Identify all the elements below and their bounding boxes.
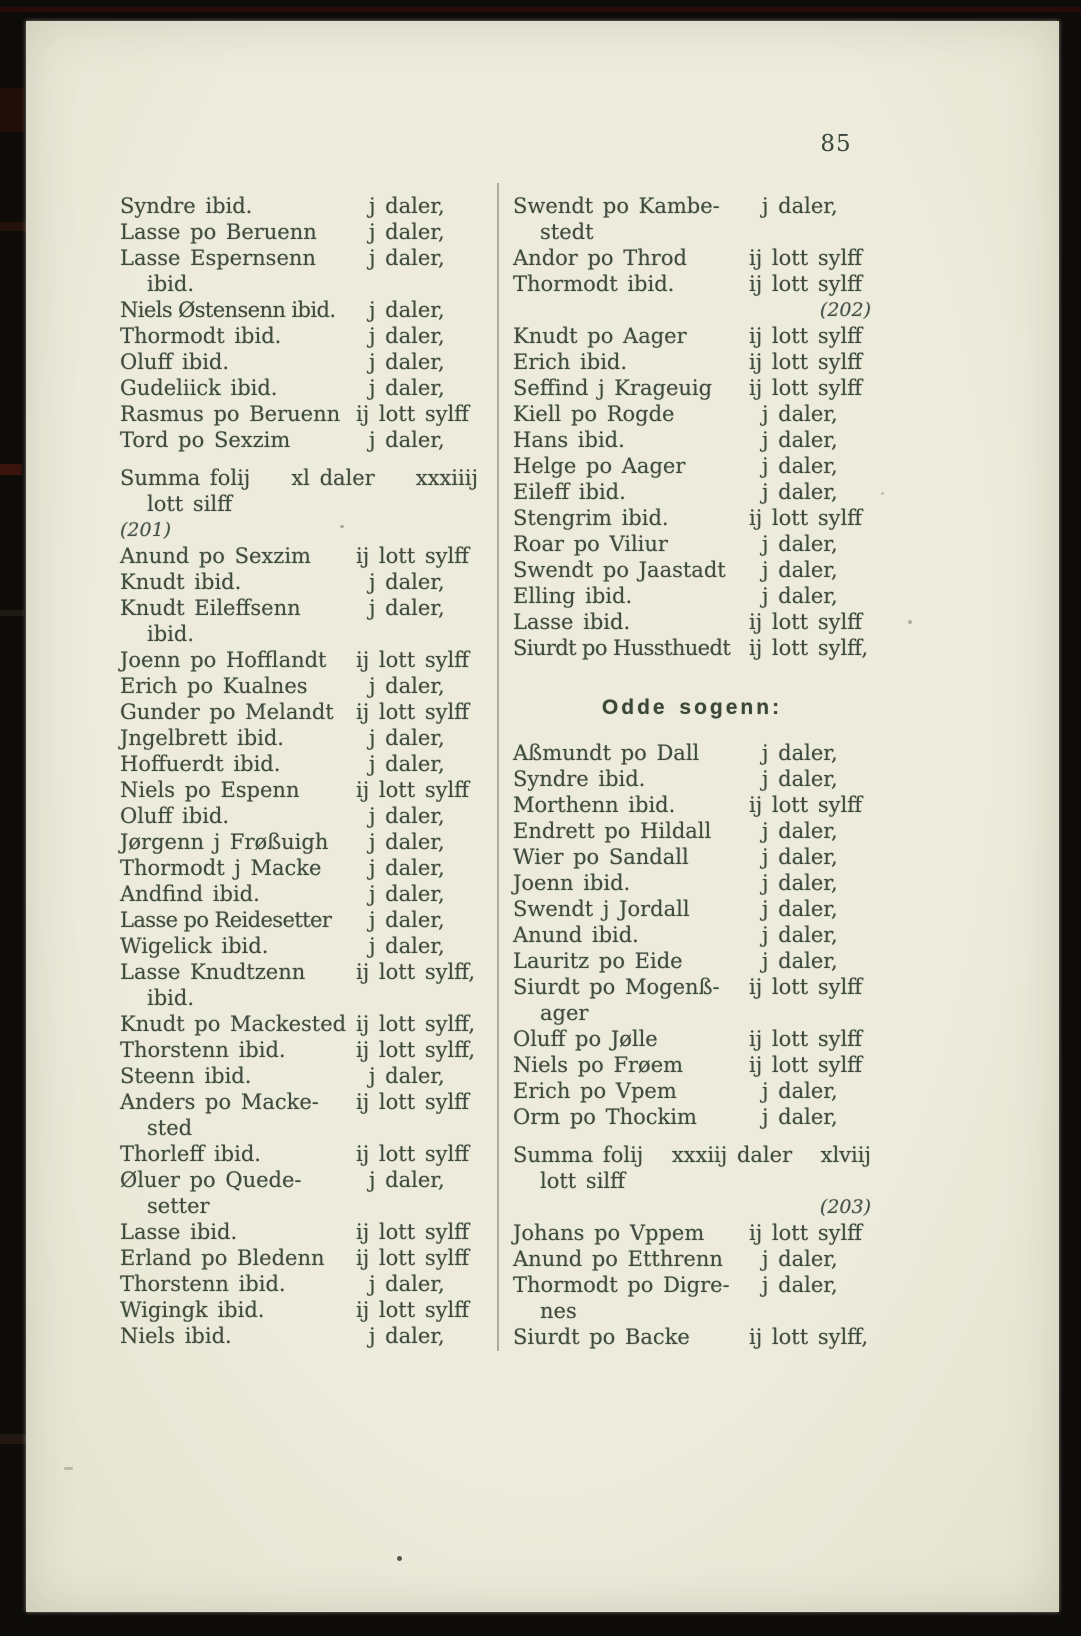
ledger-row xyxy=(513,193,871,219)
entry-continuation: nes xyxy=(540,1299,577,1323)
entry-name: Knudt po Aager xyxy=(513,324,687,348)
entry-amount: j daler, xyxy=(369,246,445,270)
entry-name: Lasse Espernsenn xyxy=(120,246,316,270)
entry-name: Helge po Aager xyxy=(513,454,686,478)
entry-name: Syndre ibid. xyxy=(120,194,253,218)
ledger-row xyxy=(120,1297,478,1323)
entry-amount: j daler, xyxy=(369,194,445,218)
entry-amount: j daler, xyxy=(369,428,445,452)
entry-name: Erland po Bledenn xyxy=(120,1246,325,1270)
ink-speck xyxy=(881,492,884,495)
entry-amount: j daler, xyxy=(762,428,838,452)
entry-name: Stengrim ibid. xyxy=(513,506,669,530)
scan-edge-red-line xyxy=(0,7,1081,12)
scan-edge-mark xyxy=(0,610,24,616)
entry-amount: j daler, xyxy=(762,558,838,582)
entry-continuation: setter xyxy=(147,1194,210,1218)
entry-amount: j daler, xyxy=(762,1247,838,1271)
ledger-row xyxy=(120,777,478,803)
ledger-row xyxy=(513,740,871,766)
left-column xyxy=(120,193,478,1349)
ledger-row xyxy=(513,1052,871,1078)
ledger-row xyxy=(513,453,871,479)
ledger-row xyxy=(513,974,871,1000)
ledger-row xyxy=(513,1272,871,1298)
entry-name: Roar po Viliur xyxy=(513,532,668,556)
entry-amount: j daler, xyxy=(762,480,838,504)
entry-amount: j daler, xyxy=(369,1168,445,1192)
entry-amount: ij lott sylff xyxy=(749,350,863,374)
entry-amount: ij lott sylff xyxy=(749,1221,863,1245)
entry-amount: j daler, xyxy=(369,298,445,322)
folio-reference: (202) xyxy=(819,299,871,321)
entry-continuation: ibid. xyxy=(147,986,194,1010)
ledger-row xyxy=(513,505,871,531)
entry-amount: ij lott sylff, xyxy=(356,1012,476,1036)
entry-name: Tord po Sexzim xyxy=(120,428,291,452)
entry-amount: j daler, xyxy=(369,1324,445,1348)
entry-name: Niels ibid. xyxy=(120,1324,232,1348)
entry-amount: ij lott sylff xyxy=(356,778,470,802)
entry-amount: ij lott sylff xyxy=(356,1246,470,1270)
entry-amount: j daler, xyxy=(762,897,838,921)
entry-name: Elling ibid. xyxy=(513,584,633,608)
summa-row xyxy=(120,465,478,491)
ledger-row xyxy=(120,699,478,725)
ledger-row xyxy=(513,1026,871,1052)
entry-name: Niels po Frøem xyxy=(513,1053,684,1077)
ledger-row xyxy=(513,948,871,974)
ledger-row xyxy=(513,1246,871,1272)
entry-amount: ij lott sylff xyxy=(356,1220,470,1244)
ledger-row xyxy=(120,323,478,349)
summa-part: xl daler xyxy=(291,466,375,490)
entry-amount: j daler, xyxy=(369,934,445,958)
entry-name: Hans ibid. xyxy=(513,428,625,452)
ledger-row xyxy=(120,1063,478,1089)
ledger-row xyxy=(120,543,478,569)
entry-amount: ij lott sylff xyxy=(356,402,470,426)
ledger-row xyxy=(120,569,478,595)
entry-name: Steenn ibid. xyxy=(120,1064,252,1088)
right-column xyxy=(513,193,871,1350)
entry-name: Johans po Vppem xyxy=(513,1221,705,1245)
ledger-row xyxy=(120,1037,478,1063)
entry-continuation: stedt xyxy=(540,220,594,244)
entry-amount: j daler, xyxy=(762,532,838,556)
ink-speck xyxy=(908,620,912,624)
ledger-row xyxy=(120,595,478,621)
entry-name: Siurdt po Mogenß- xyxy=(513,975,720,999)
ledger-row xyxy=(120,1245,478,1271)
scan-edge-mark xyxy=(0,88,24,132)
entry-name: Thormodt ibid. xyxy=(120,324,282,348)
scan-edge-mark xyxy=(0,464,22,475)
entry-name: Oluff ibid. xyxy=(120,350,230,374)
entry-amount: ij lott sylff xyxy=(749,610,863,634)
ledger-row xyxy=(120,245,478,271)
entry-name: Kiell po Rogde xyxy=(513,402,675,426)
ledger-row xyxy=(120,427,478,453)
ledger-row xyxy=(120,375,478,401)
entry-name: Orm po Thockim xyxy=(513,1105,697,1129)
entry-continuation: lott silff xyxy=(540,1169,626,1193)
summa-part: xxxiiij xyxy=(415,466,478,490)
ledger-row xyxy=(120,1219,478,1245)
summa-line xyxy=(513,1142,871,1168)
entry-amount: j daler, xyxy=(762,819,838,843)
ledger-row xyxy=(120,959,478,985)
ledger-row xyxy=(513,818,871,844)
ledger-row xyxy=(120,1141,478,1167)
entry-name: Andor po Throd xyxy=(513,246,687,270)
ledger-row xyxy=(513,271,871,297)
entry-name: Joenn po Hofflandt xyxy=(120,648,327,672)
entry-amount: j daler, xyxy=(762,949,838,973)
entry-amount: j daler, xyxy=(762,741,838,765)
ledger-row xyxy=(513,349,871,375)
ledger-row xyxy=(120,855,478,881)
entry-amount: ij lott sylff, xyxy=(356,1038,476,1062)
ledger-row xyxy=(120,725,478,751)
entry-name: Swendt po Kambe- xyxy=(513,194,720,218)
entry-amount: j daler, xyxy=(762,1273,838,1297)
entry-name: Jngelbrett ibid. xyxy=(120,726,284,750)
entry-name: Andfind ibid. xyxy=(120,882,260,906)
ledger-row xyxy=(513,557,871,583)
entry-amount: ij lott sylff xyxy=(356,1298,470,1322)
ledger-row xyxy=(513,922,871,948)
folio-reference: (201) xyxy=(120,519,172,541)
entry-name: Gunder po Melandt xyxy=(120,700,334,724)
entry-continuation: ibid. xyxy=(147,622,194,646)
ledger-row xyxy=(513,635,871,661)
entry-amount: j daler, xyxy=(369,726,445,750)
folio-reference: (203) xyxy=(819,1196,871,1218)
entry-name: Gudeliick ibid. xyxy=(120,376,278,400)
entry-amount: j daler, xyxy=(369,804,445,828)
entry-name: Siurdt po Hussthuedt xyxy=(513,636,731,660)
entry-name: Rasmus po Beruenn xyxy=(120,402,341,426)
ledger-row xyxy=(120,1011,478,1037)
entry-amount: j daler, xyxy=(369,752,445,776)
ledger-row xyxy=(513,844,871,870)
entry-amount: j daler, xyxy=(762,871,838,895)
ledger-row xyxy=(513,609,871,635)
entry-amount: j daler, xyxy=(369,908,445,932)
ledger-row xyxy=(120,673,478,699)
entry-name: Lasse po Beruenn xyxy=(120,220,317,244)
entry-name: Wier po Sandall xyxy=(513,845,689,869)
ledger-row xyxy=(120,751,478,777)
ledger-row xyxy=(120,907,478,933)
entry-name: Swendt j Jordall xyxy=(513,897,690,921)
entry-continuation: lott silff xyxy=(147,492,233,516)
scan-edge-mark xyxy=(0,222,26,231)
ledger-row xyxy=(120,219,478,245)
summa-line xyxy=(120,465,478,491)
ledger-row xyxy=(120,647,478,673)
summa-row xyxy=(513,1142,871,1168)
entry-name: Niels Østensenn ibid. xyxy=(120,298,336,322)
ledger-row xyxy=(513,583,871,609)
ledger-row xyxy=(120,401,478,427)
entry-amount: ij lott sylff xyxy=(749,793,863,817)
entry-amount: j daler, xyxy=(762,767,838,791)
summa-part: xlviij xyxy=(820,1143,871,1167)
ledger-row xyxy=(513,766,871,792)
entry-amount: j daler, xyxy=(369,674,445,698)
entry-amount: j daler, xyxy=(369,830,445,854)
ledger-row xyxy=(513,479,871,505)
ledger-row xyxy=(120,1323,478,1349)
ledger-row xyxy=(120,829,478,855)
entry-amount: ij lott sylff xyxy=(356,648,470,672)
entry-name: Oluff ibid. xyxy=(120,804,230,828)
entry-name: Erich ibid. xyxy=(513,350,628,374)
entry-name: Joenn ibid. xyxy=(513,871,631,895)
entry-amount: ij lott sylff xyxy=(749,1027,863,1051)
entry-amount: j daler, xyxy=(369,856,445,880)
ledger-row xyxy=(513,1078,871,1104)
entry-amount: j daler, xyxy=(762,845,838,869)
entry-name: Lasse po Reidesetter xyxy=(120,908,332,932)
entry-name: Endrett po Hildall xyxy=(513,819,712,843)
entry-name: Oluff po Jølle xyxy=(513,1027,658,1051)
entry-name: Lauritz po Eide xyxy=(513,949,683,973)
summa-part: xxxiij daler xyxy=(671,1143,793,1167)
entry-amount: j daler, xyxy=(369,350,445,374)
entry-name: Erich po Vpem xyxy=(513,1079,677,1103)
section-heading: Odde sogenn: xyxy=(601,696,783,719)
ledger-row xyxy=(513,1220,871,1246)
entry-name: Thorleff ibid. xyxy=(120,1142,261,1166)
entry-name: Thormodt po Digre- xyxy=(513,1273,730,1297)
entry-amount: j daler, xyxy=(369,596,445,620)
entry-amount: ij lott sylff xyxy=(749,506,863,530)
page-number: 85 xyxy=(820,131,852,157)
entry-amount: j daler, xyxy=(369,882,445,906)
ledger-row xyxy=(120,1089,478,1115)
entry-name: Aßmundt po Dall xyxy=(513,741,700,765)
summa-part: Summa folij xyxy=(120,466,251,490)
entry-amount: ij lott sylff, xyxy=(356,960,476,984)
entry-name: Erich po Kualnes xyxy=(120,674,308,698)
entry-amount: ij lott sylff xyxy=(749,1053,863,1077)
ledger-row xyxy=(120,1167,478,1193)
entry-name: Morthenn ibid. xyxy=(513,793,676,817)
ledger-row xyxy=(513,870,871,896)
entry-amount: ij lott sylff xyxy=(749,975,863,999)
entry-amount: j daler, xyxy=(762,1105,838,1129)
entry-amount: ij lott sylff xyxy=(356,544,470,568)
ledger-row xyxy=(513,401,871,427)
entry-amount: ij lott sylff xyxy=(749,324,863,348)
entry-name: Lasse ibid. xyxy=(120,1220,238,1244)
entry-amount: j daler, xyxy=(369,570,445,594)
entry-amount: ij lott sylff, xyxy=(749,1325,869,1349)
entry-name: Thorstenn ibid. xyxy=(120,1272,286,1296)
entry-continuation: ager xyxy=(540,1001,589,1025)
entry-name: Anund po Etthrenn xyxy=(513,1247,723,1271)
entry-amount: j daler, xyxy=(762,402,838,426)
entry-name: Eileff ibid. xyxy=(513,480,626,504)
ledger-row xyxy=(513,323,871,349)
ledger-row xyxy=(120,933,478,959)
entry-name: Swendt po Jaastadt xyxy=(513,558,726,582)
entry-amount: ij lott sylff xyxy=(356,1090,470,1114)
ink-speck xyxy=(64,1467,73,1470)
entry-name: Øluer po Quede- xyxy=(120,1168,302,1192)
entry-name: Thormodt j Macke xyxy=(120,856,322,880)
entry-amount: j daler, xyxy=(762,1079,838,1103)
entry-name: Hoffuerdt ibid. xyxy=(120,752,281,776)
column-divider-line xyxy=(497,183,499,1351)
entry-amount: j daler, xyxy=(369,324,445,348)
entry-amount: ij lott sylff xyxy=(749,246,863,270)
entry-continuation: ibid. xyxy=(147,272,194,296)
entry-amount: ij lott sylff xyxy=(749,272,863,296)
ink-speck xyxy=(340,525,344,528)
entry-amount: j daler, xyxy=(762,584,838,608)
book-page xyxy=(26,21,1059,1612)
scan-edge-mark xyxy=(0,1434,26,1444)
entry-amount: ij lott sylff, xyxy=(749,636,869,660)
entry-name: Thormodt ibid. xyxy=(513,272,675,296)
ledger-row xyxy=(513,531,871,557)
ledger-row xyxy=(513,1104,871,1130)
ink-speck xyxy=(397,1556,402,1561)
entry-amount: j daler, xyxy=(369,220,445,244)
entry-name: Seffind j Krageuig xyxy=(513,376,713,400)
entry-name: Anders po Macke- xyxy=(120,1090,319,1114)
summa-part: Summa folij xyxy=(513,1143,644,1167)
ledger-row xyxy=(120,349,478,375)
entry-name: Syndre ibid. xyxy=(513,767,646,791)
ledger-row xyxy=(120,1271,478,1297)
entry-name: Lasse Knudtzenn xyxy=(120,960,306,984)
entry-amount: j daler, xyxy=(369,376,445,400)
entry-amount: ij lott sylff xyxy=(749,376,863,400)
entry-amount: j daler, xyxy=(369,1064,445,1088)
ledger-row xyxy=(513,1324,871,1350)
entry-name: Thorstenn ibid. xyxy=(120,1038,286,1062)
entry-amount: ij lott sylff xyxy=(356,1142,470,1166)
entry-amount: j daler, xyxy=(762,923,838,947)
ledger-row xyxy=(513,427,871,453)
entry-amount: j daler, xyxy=(762,454,838,478)
ledger-row xyxy=(513,896,871,922)
entry-name: Wigelick ibid. xyxy=(120,934,269,958)
entry-name: Knudt Eileffsenn xyxy=(120,596,301,620)
entry-name: Anund ibid. xyxy=(513,923,639,947)
entry-continuation: sted xyxy=(147,1116,193,1140)
ledger-row xyxy=(513,792,871,818)
entry-name: Anund po Sexzim xyxy=(120,544,311,568)
entry-amount: ij lott sylff xyxy=(356,700,470,724)
ledger-row xyxy=(120,881,478,907)
ledger-row xyxy=(120,297,478,323)
ledger-row xyxy=(120,193,478,219)
ledger-row xyxy=(513,245,871,271)
entry-name: Niels po Espenn xyxy=(120,778,300,802)
entry-name: Knudt po Mackested xyxy=(120,1012,347,1036)
entry-amount: j daler, xyxy=(369,1272,445,1296)
entry-name: Jørgenn j Frøßuigh xyxy=(120,830,329,854)
ledger-row xyxy=(513,375,871,401)
entry-name: Wigingk ibid. xyxy=(120,1298,265,1322)
entry-name: Siurdt po Backe xyxy=(513,1325,690,1349)
entry-name: Lasse ibid. xyxy=(513,610,631,634)
ledger-row xyxy=(120,803,478,829)
entry-amount: j daler, xyxy=(762,194,838,218)
entry-name: Knudt ibid. xyxy=(120,570,242,594)
